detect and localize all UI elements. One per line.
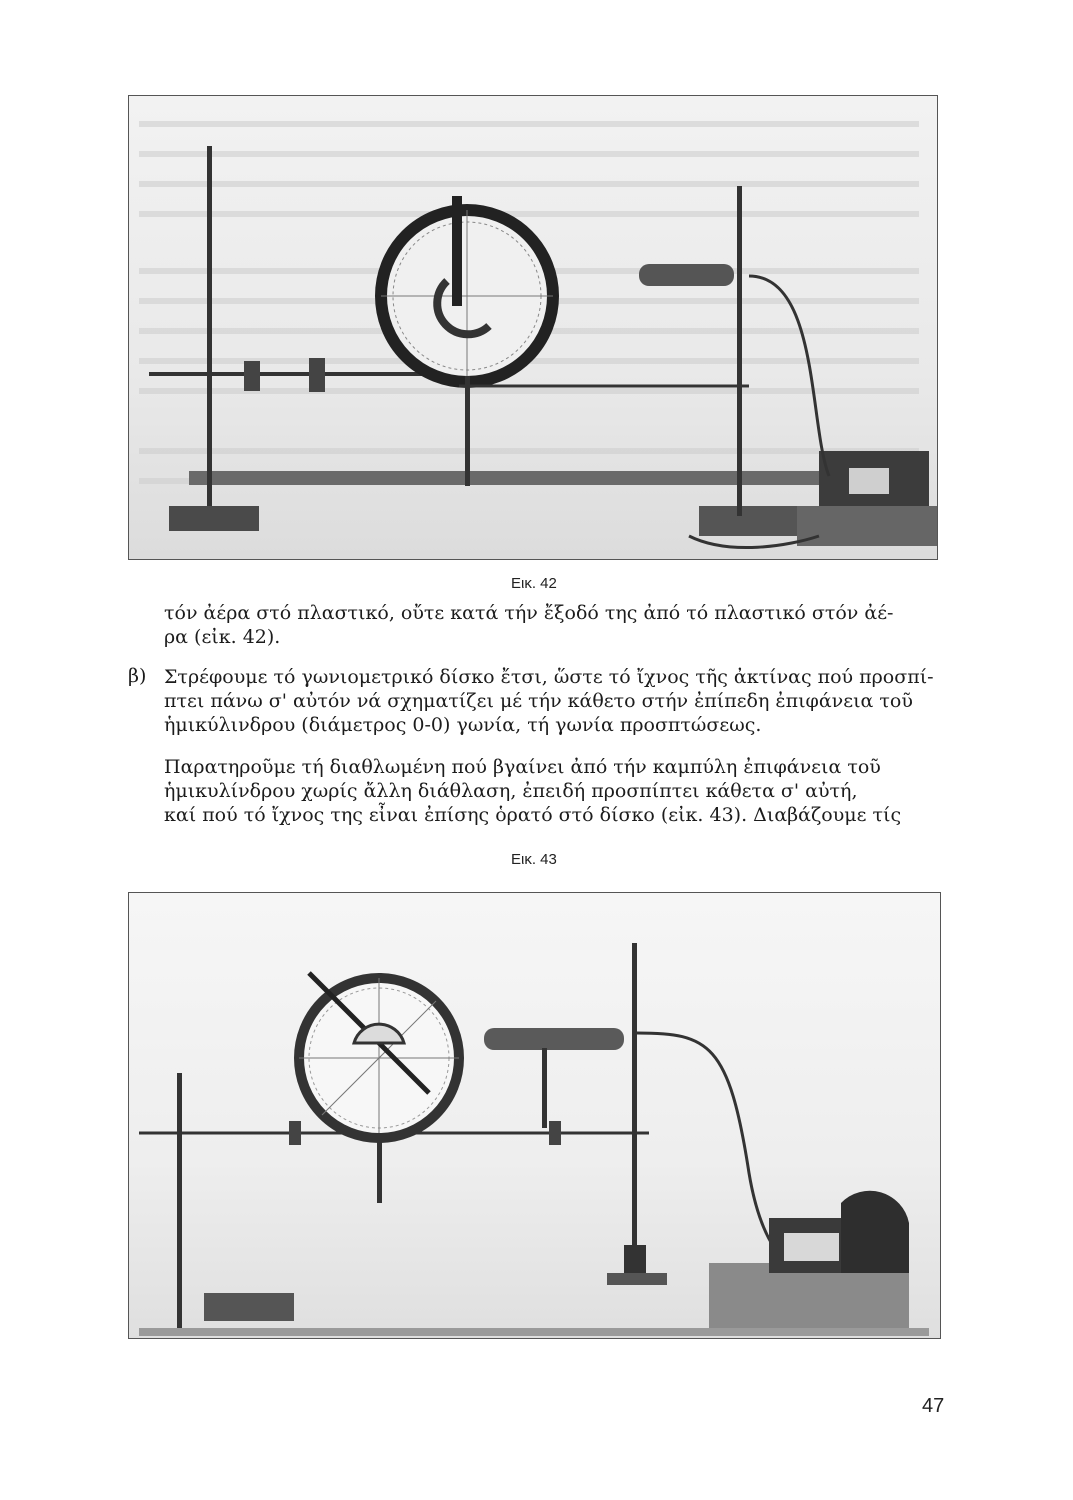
figure-42-caption: Εικ. 42	[511, 575, 557, 592]
list-label-b: β)	[128, 665, 147, 687]
paragraph-continuation	[128, 601, 958, 649]
optical-bench-illustration-43	[129, 893, 940, 1338]
text-line: ἡμικύλινδρου (διάμετρος 0-0) γωνία, τή γωνία προσπτώσεως.	[164, 714, 762, 736]
figure-43-photo	[128, 892, 941, 1339]
figure-42-photo	[128, 95, 938, 560]
figure-43-caption: Εικ. 43	[511, 851, 557, 868]
page-number: 47	[922, 1395, 945, 1417]
text-line: ἡμικυλίνδρου χωρίς ἄλλη διάθλαση, ἐπειδή προσπίπτει κάθετα σ' αὐτή,	[164, 780, 858, 802]
text-line: Παρατηροῦμε τή διαθλωμένη πού βγαίνει ἀπό τήν καμπύλη ἐπιφάνεια τοῦ	[164, 756, 881, 778]
paragraph-observation	[128, 755, 958, 827]
text-line: Στρέφουμε τό γωνιομετρικό δίσκο ἔτσι, ὥστε τό ἴχνος τῆς ἀκτίνας πού προσπί-	[164, 666, 934, 688]
text-line: ρα (εἰκ. 42).	[164, 626, 281, 648]
text-line: πτει πάνω σ' αὐτόν νά σχηματίζει μέ τήν κάθετο στήν ἐπίπεδη ἐπιφάνεια τοῦ	[164, 690, 913, 712]
text-line: τόν ἀέρα στό πλαστικό, οὔτε κατά τήν ἔξοδό της ἀπό τό πλαστικό στόν ἀέ-	[164, 602, 894, 624]
paragraph-b	[128, 665, 958, 737]
optical-bench-illustration-42	[129, 96, 937, 559]
text-line: καί πού τό ἴχνος της εἶναι ἐπίσης ὁρατό στό δίσκο (εἰκ. 43). Διαβάζουμε τίς	[164, 804, 902, 826]
